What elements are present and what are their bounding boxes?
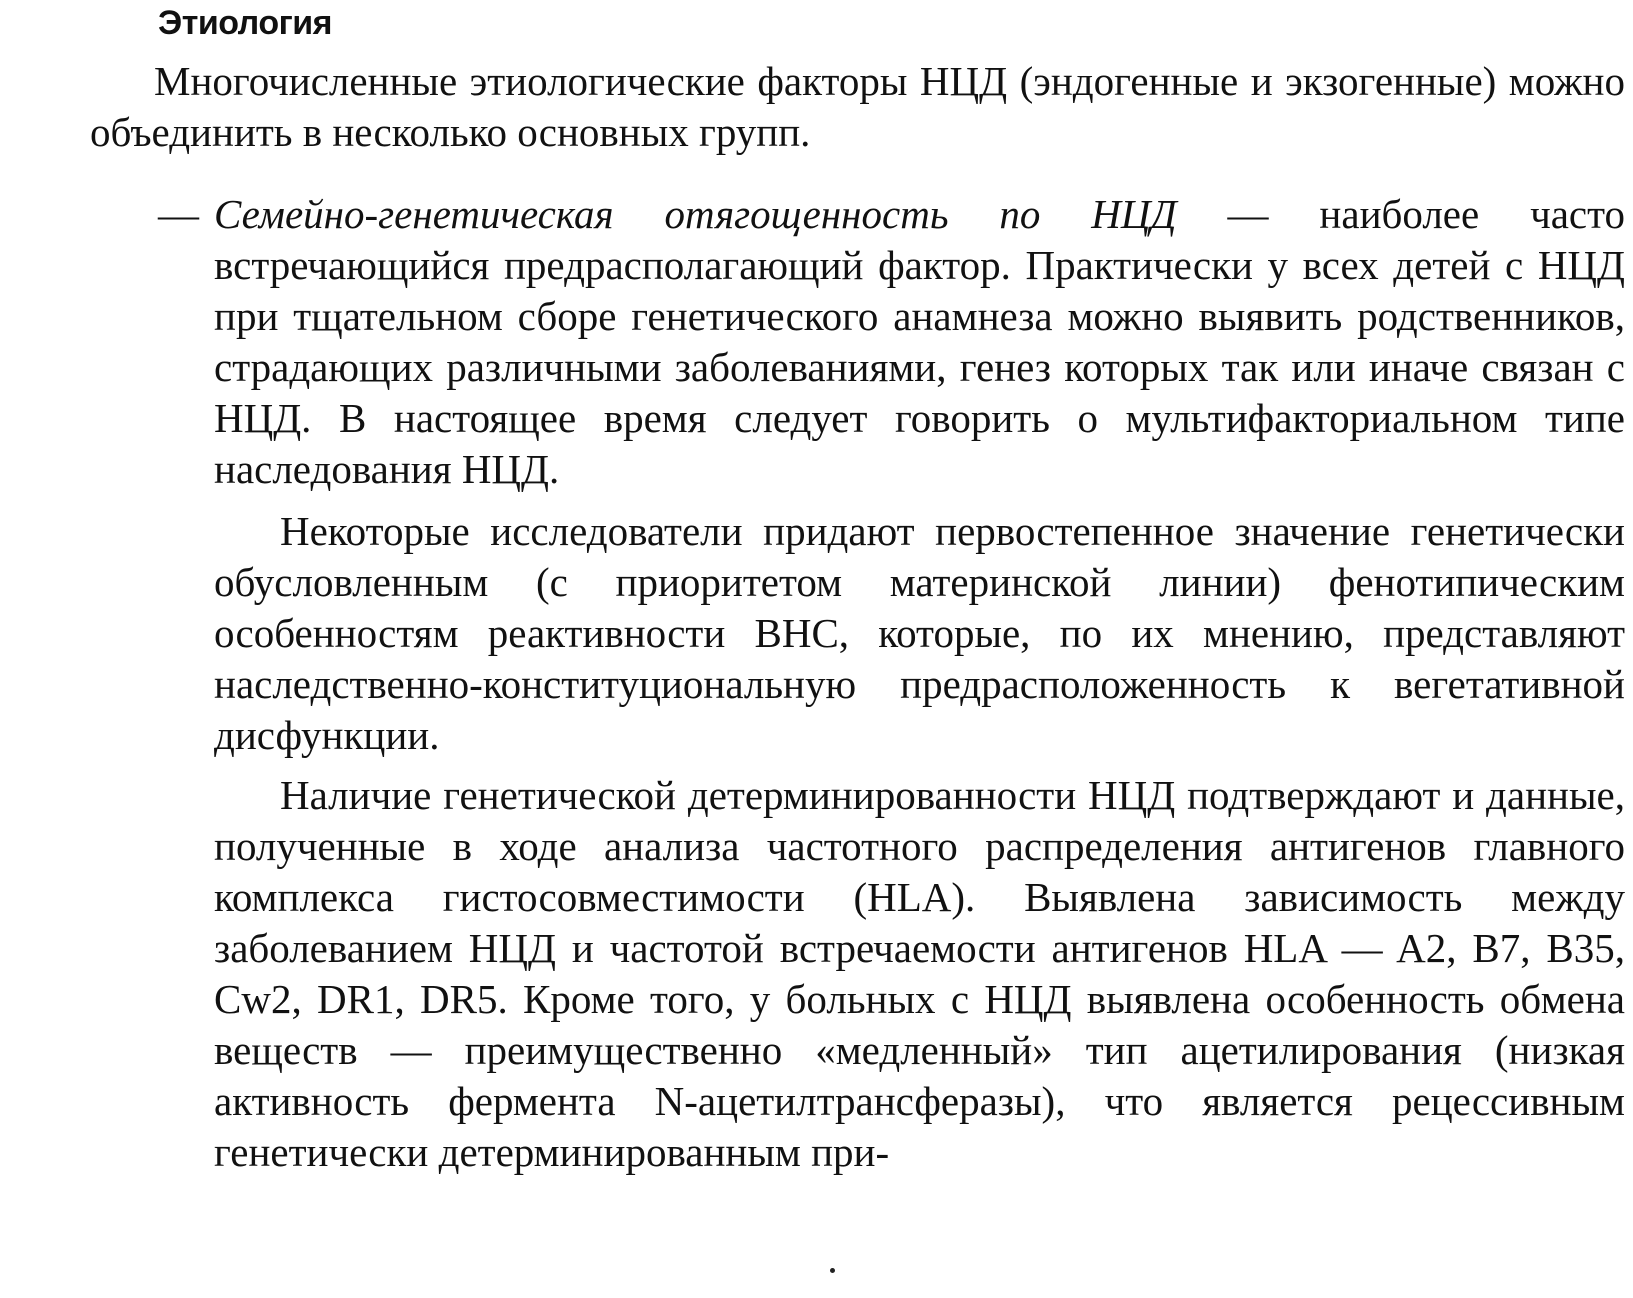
- bullet-text: — наиболее часто встречающийся предрасполагающий фактор. Практически у всех детей с НЦД при тщательном сборе генетического анамнеза можно выявить родственников, страдающих различными заболеваниями, генез которых так или иначе связан с НЦД. В настоящее время следует говорить о мультифакториальном типе наследования НЦД.: [214, 191, 1625, 492]
- intro-paragraph: Многочисленные этиологические факторы НЦД (эндогенные и экзогенные) можно объединить в несколько основных групп.: [90, 58, 1625, 155]
- page-speck-mark: [830, 1268, 835, 1273]
- bullet-dash: —: [158, 191, 199, 237]
- section-heading: Этиология: [158, 4, 332, 42]
- bullet-term: Семейно-генетическая отягощенность по НЦД: [214, 191, 1177, 237]
- bullet-paragraph: [214, 189, 1625, 495]
- sub-paragraph-phenotype: Некоторые исследователи придают первостепенное значение генетически обусловленным (с приоритетом материнской линии) фенотипическим особенностям реактивности ВНС, которые, по их мнению, представляют наследственно-конституциональную предрасположенность к вегетативной дисфункции.: [214, 508, 1625, 758]
- sub-paragraph-hla: Наличие генетической детерминированности НЦД подтверждают и данные, полученные в ходе анализа частотного распределения антигенов главного комплекса гистосовместимости (HLA). Выявлена зависимость между заболеванием НЦД и частотой встречаемости антигенов HLA — A2, B7, B35, Cw2, DR1, DR5. Кроме того, у больных с НЦД выявлена особенность обмена веществ — преимущественно «медленный» тип ацетилирования (низкая активность фермента N-ацетилтрансферазы), что является рецессивным генетически детерминированным при-: [214, 772, 1625, 1175]
